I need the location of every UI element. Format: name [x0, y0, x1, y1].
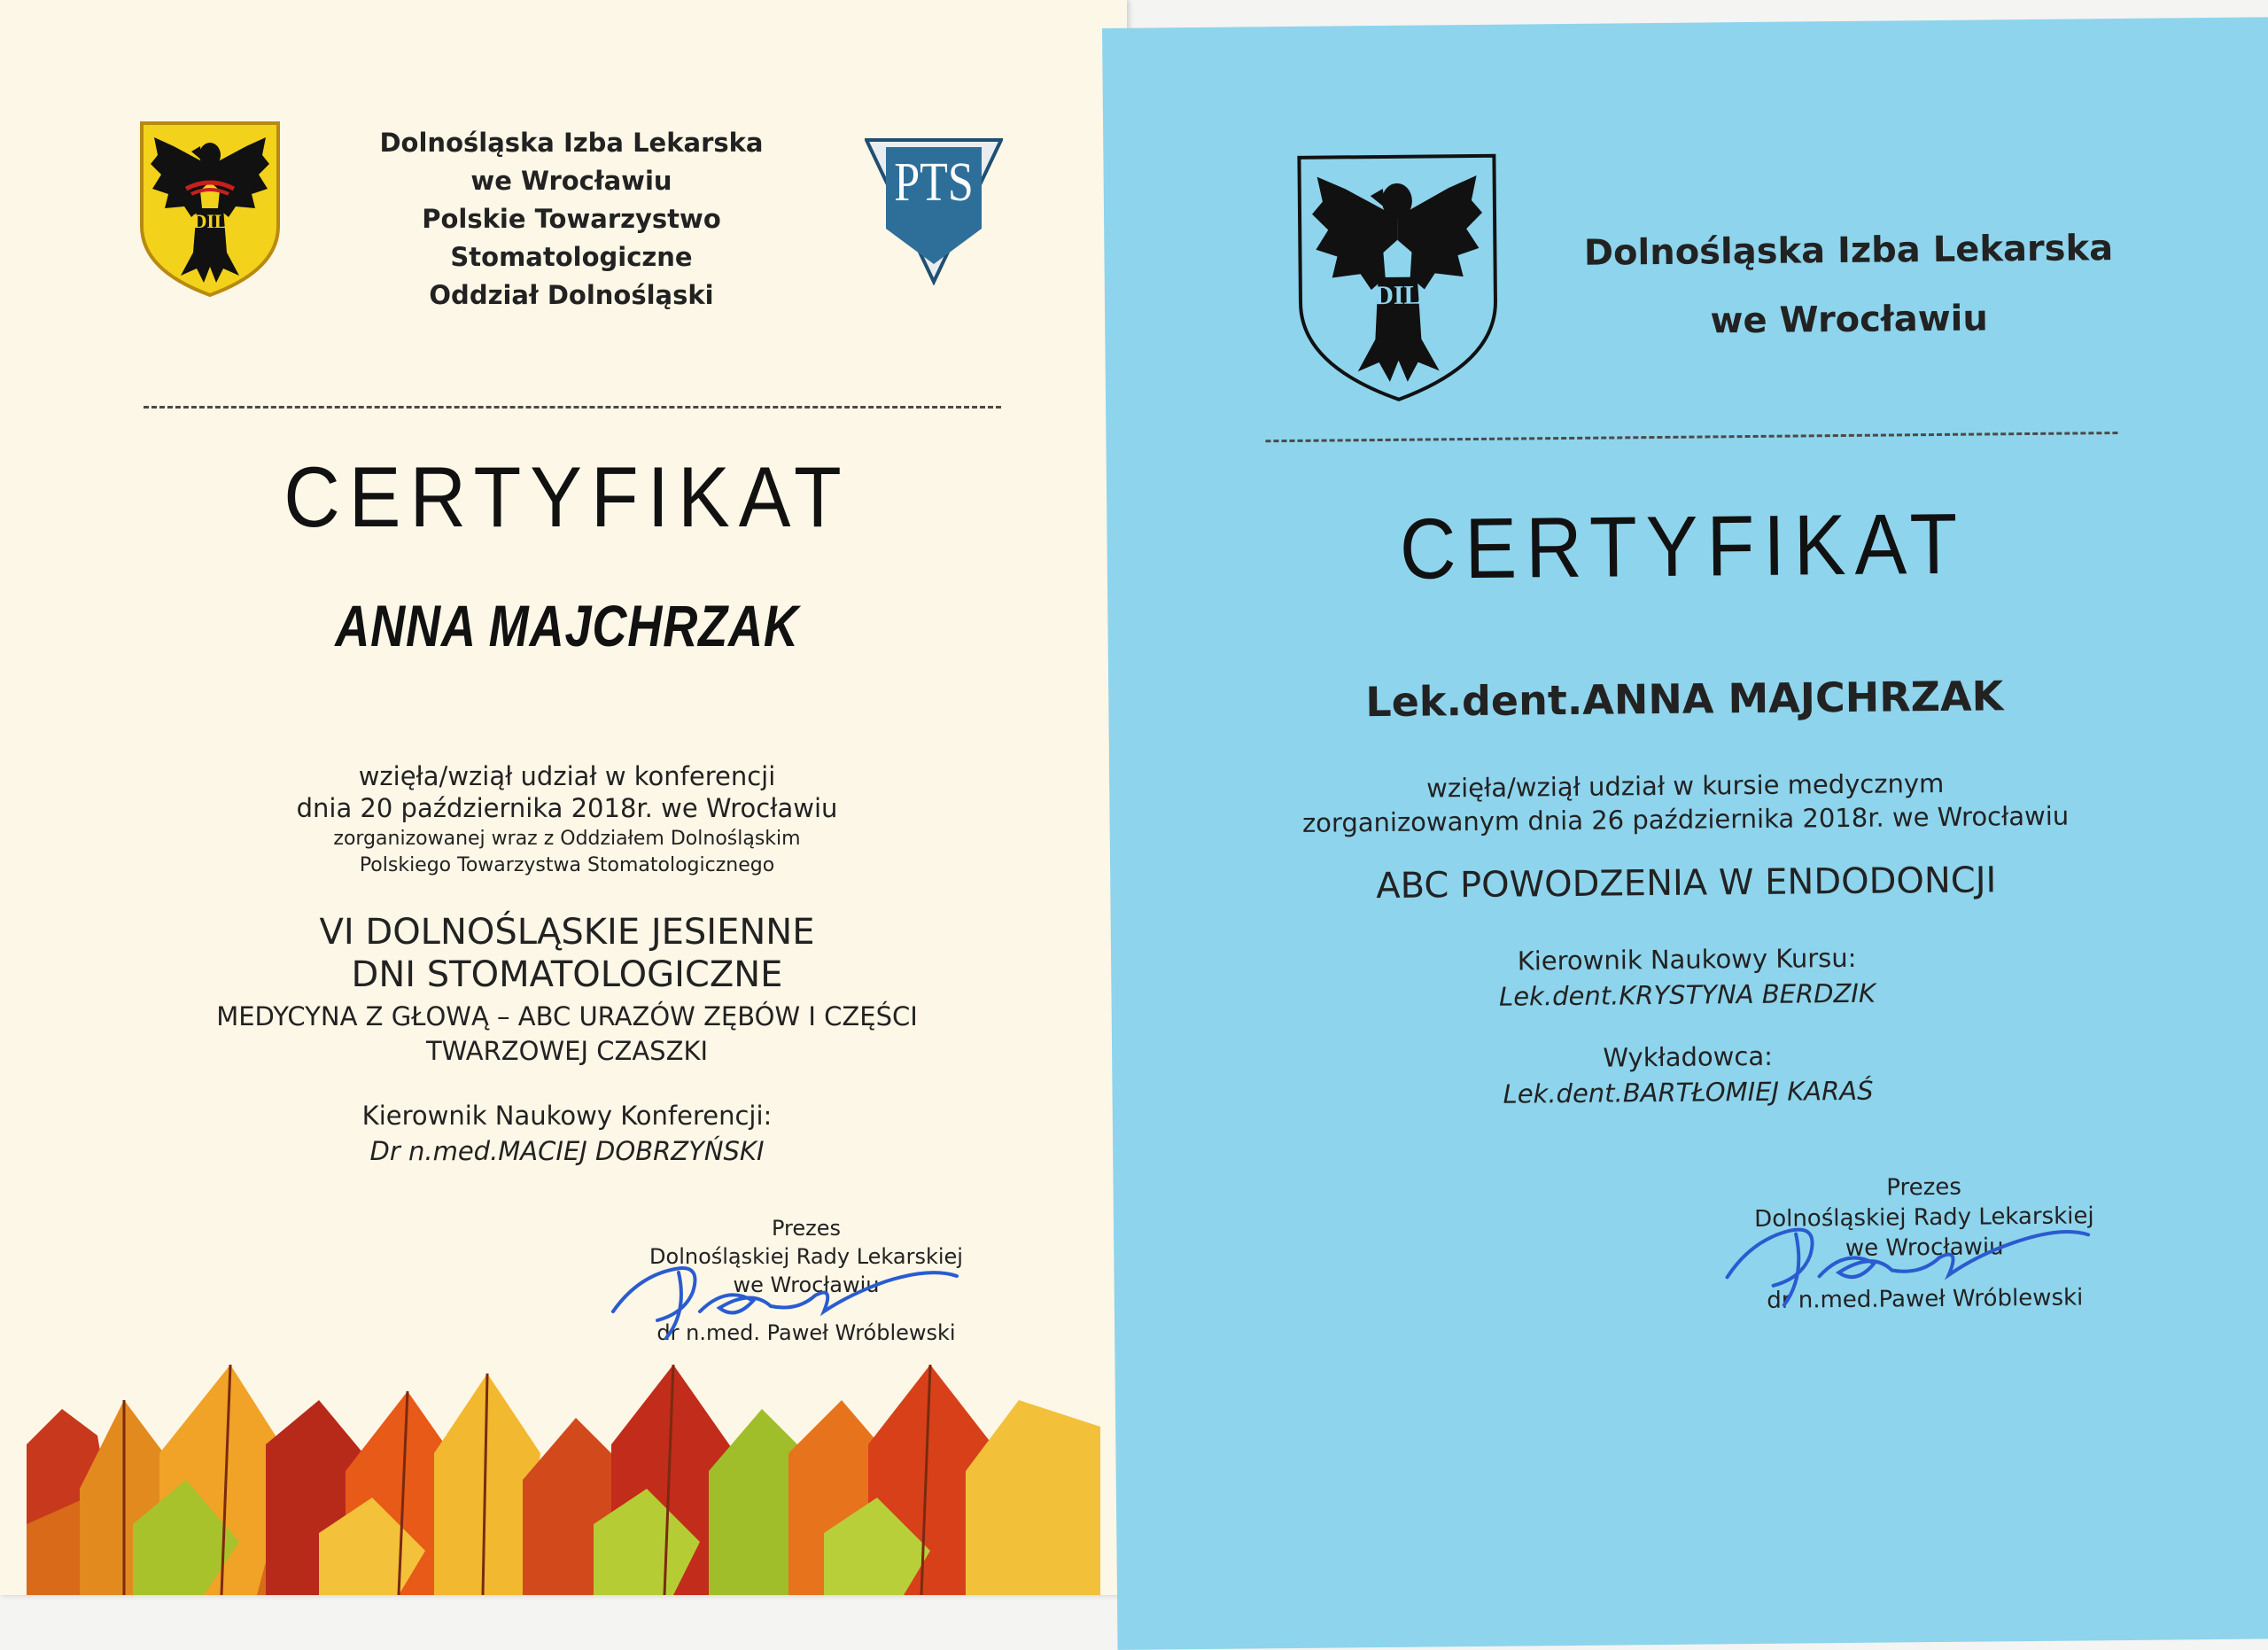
- issuer-line: we Wrocławiu: [1710, 298, 1989, 342]
- president-line: Prezes: [1886, 1173, 1962, 1202]
- pts-logo: [865, 136, 1003, 285]
- certificate-title: CERTYFIKAT: [1399, 494, 1967, 597]
- autumn-leaves-decoration: [27, 1347, 1100, 1595]
- course-name: ABC POWODZENIA W ENDODONCJI: [1376, 860, 1997, 907]
- president-line: we Wrocławiu: [733, 1273, 880, 1297]
- lecturer-name: Lek.dent.BARTŁOMIEJ KARAŚ: [1503, 1075, 1874, 1109]
- issuer-line: Oddział Dolnośląski: [429, 280, 714, 310]
- certificate-conference: [0, 0, 1127, 1595]
- svg-text:PTS: PTS: [894, 152, 974, 214]
- president-name: dr n.med. Paweł Wróblewski: [656, 1320, 956, 1345]
- participation-text: [1198, 764, 2173, 841]
- divider-line: [144, 406, 1001, 409]
- president-signature: [602, 1249, 975, 1347]
- issuer-line: Stomatologiczne: [450, 242, 693, 272]
- president-line: Prezes: [771, 1216, 842, 1241]
- certificate-course: [1102, 17, 2268, 1650]
- director-label: Kierownik Naukowy Konferencji:: [361, 1101, 773, 1131]
- body-small-line: zorganizowanej wraz z Oddziałem Dolnośląskim: [333, 828, 801, 850]
- divider-line: [1265, 432, 2117, 442]
- body-line: zorganizowanym dnia 26 października 2018r. we Wrocławiu: [1301, 800, 2070, 838]
- body-line: dnia 20 października 2018r. we Wrocławiu: [296, 793, 838, 823]
- issuer-line: Polskie Towarzystwo: [422, 204, 721, 234]
- body-small-line: Polskiego Towarzystwa Stomatologicznego: [359, 854, 775, 876]
- president-signature: [1716, 1206, 2107, 1316]
- svg-text:DIL: DIL: [192, 210, 228, 232]
- lecturer-label: Wykładowca:: [1603, 1040, 1774, 1073]
- director-name: Lek.dent.KRYSTYNA BERDZIK: [1498, 977, 1876, 1012]
- president-line: Dolnośląskiej Rady Lekarskiej: [1754, 1202, 2094, 1233]
- event-subtitle: [133, 1000, 1001, 1069]
- issuer-header: [301, 124, 842, 315]
- subtitle-line: MEDYCYNA Z GŁOWĄ – ABC URAZÓW ZĘBÓW I CZĘŚCI: [216, 1001, 918, 1031]
- event-name: [133, 911, 1001, 996]
- president-line: we Wrocławiu: [1845, 1234, 2004, 1263]
- participation-text: [177, 760, 957, 824]
- svg-text:DIL: DIL: [1374, 280, 1422, 311]
- body-line: wzięła/wziął udział w konferencji: [358, 761, 776, 791]
- president-name: dr n.med.Paweł Wróblewski: [1767, 1284, 2084, 1314]
- recipient-name: Lek.dent.ANNA MAJCHRZAK: [1365, 672, 2004, 727]
- body-line: wzięła/wziął udział w kursie medycznym: [1426, 767, 1945, 804]
- event-line: DNI STOMATOLOGICZNE: [351, 954, 783, 995]
- event-line: VI DOLNOŚLĄSKIE JESIENNE: [319, 912, 815, 953]
- director-label: Kierownik Naukowy Kursu:: [1517, 942, 1857, 977]
- organizer-text: [177, 826, 957, 879]
- issuer-line: Dolnośląska Izba Lekarska: [379, 128, 764, 158]
- recipient-name: ANNA MAJCHRZAK: [335, 593, 799, 658]
- subtitle-line: TWARZOWEJ CZASZKI: [425, 1036, 709, 1066]
- issuer-line: Dolnośląska Izba Lekarska: [1583, 228, 2114, 274]
- dil-coat-of-arms-logo: [1293, 151, 1502, 406]
- president-line: Dolnośląskiej Rady Lekarskiej: [649, 1244, 963, 1269]
- issuer-header: [1511, 213, 2186, 357]
- issuer-line: we Wrocławiu: [470, 166, 672, 196]
- certificate-title: CERTYFIKAT: [284, 448, 850, 545]
- dil-coat-of-arms-logo: [138, 120, 282, 299]
- director-name: Dr n.med.MACIEJ DOBRZYŃSKI: [369, 1136, 765, 1166]
